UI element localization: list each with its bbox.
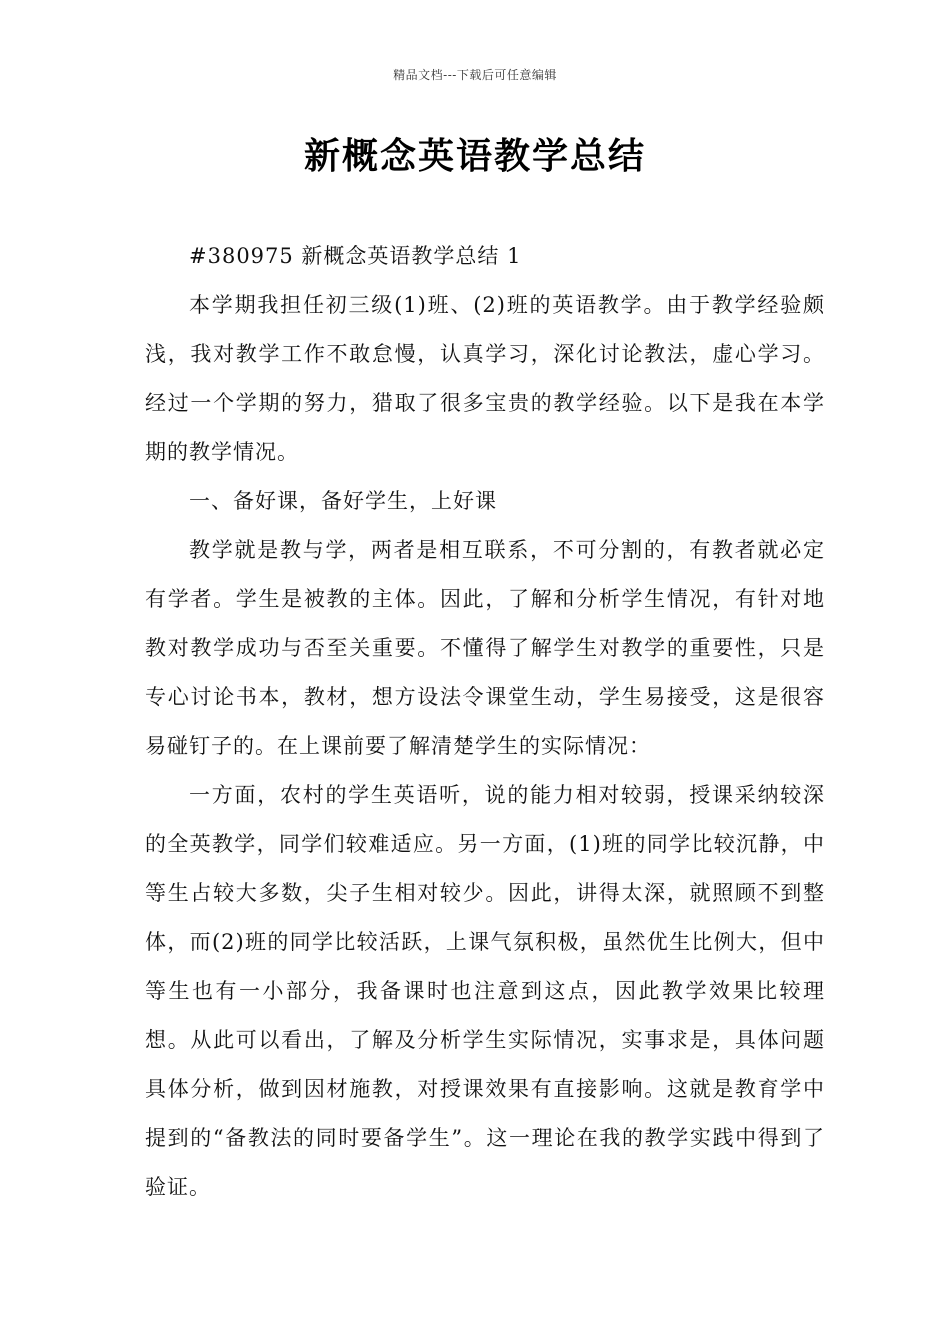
section-heading-1: 一、备好课，备好学生，上好课 — [189, 489, 497, 513]
paragraph-doc-id: #380975 新概念英语教学总结 1 — [189, 244, 522, 268]
page-header-note: 精品文档---下载后可任意编辑 — [393, 68, 557, 82]
document-title: 新概念英语教学总结 — [303, 135, 646, 177]
document-body — [145, 232, 825, 1212]
paragraph-teaching: 教学就是教与学，两者是相互联系，不可分割的，有教者就必定有学者。学生是被教的主体。因此，了解和分析学生情况，有针对地教对教学成功与否至关重要。不懂得了解学生对教学的重要性，只是专心讨论书本，教材，想方设法令课堂生动，学生易接受，这是很容易碰钉子的。在上课前要了解清楚学生的实际情况： — [145, 538, 825, 758]
paragraph-students: 一方面，农村的学生英语听，说的能力相对较弱，授课采纳较深的全英教学，同学们较难适应。另一方面，(1)班的同学比较沉静，中等生占较大多数，尖子生相对较少。因此，讲得太深，就照顾不到整体，而(2)班的同学比较活跃，上课气氛积极，虽然优生比例大，但中等生也有一小部分，我备课时也注意到这点，因此教学效果比较理想。从此可以看出，了解及分析学生实际情况，实事求是，具体问题具体分析，做到因材施教，对授课效果有直接影响。这就是教育学中提到的“备教法的同时要备学生”。这一理论在我的教学实践中得到了验证。 — [145, 783, 825, 1199]
paragraph-intro: 本学期我担任初三级(1)班、(2)班的英语教学。由于教学经验颇浅，我对教学工作不敢怠慢，认真学习，深化讨论教法，虚心学习。经过一个学期的努力，猎取了很多宝贵的教学经验。以下是我在本学期的教学情况。 — [145, 293, 825, 464]
